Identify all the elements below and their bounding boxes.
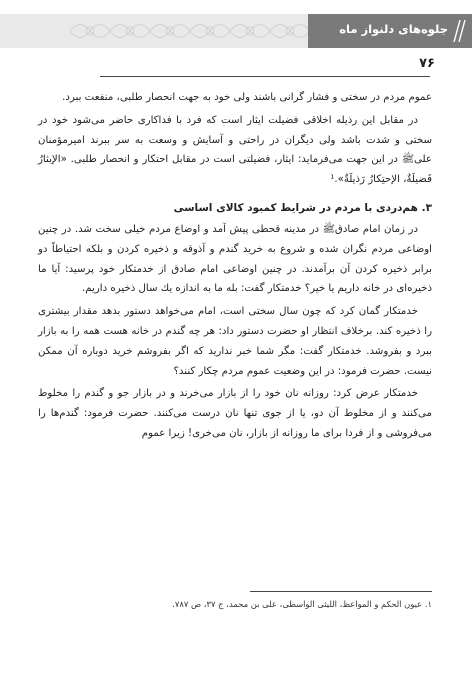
paragraph: خدمتکار عرض کرد: روزانه نان خود را از بازار می‌خرند و در بازار جو و گندم را مخلوط می‌کنند و از مخلوط آن دو، یا از جوی تنها نان درست می‌کنند. حضرت فرمود: گندم‌ها را می‌فروشی و از فردا برای ما روزانه از بازار، نان می‌خری! زیرا عموم	[38, 388, 432, 439]
header-stripes-icon	[452, 20, 466, 42]
book-title: جلوه‌های دلنواز ماه	[339, 22, 448, 36]
paragraph: عموم مردم در سختی و فشار گرانی باشند ولی خود به جهت انحصار طلبی، منفعت ببرد.	[62, 92, 432, 103]
page-number: ۷۶	[419, 56, 435, 71]
footnote-divider	[250, 591, 432, 592]
paragraph: خدمتکار گمان کرد که چون سال سختی است، امام می‌خواهد دستور بدهد مقدار بیشتری را ذخیره کند. برخلاف انتظار او حضرت دستور داد: هر چه گندم در خانه هست همه را به بازار ببرد و بفروشد. خدمتکار گفت: مگر شما خبر ندارید که اگر بفروشم خرید دوباره آن ممکن نیست. حضرت فرمود: در این وضعیت عموم مردم چکار کنند؟	[38, 306, 432, 377]
section-heading: ۳. هم‌دردی با مردم در شرایط کمبود کالای اساسی	[173, 201, 432, 214]
page-body	[38, 88, 432, 444]
footnote: ۱. عیون الحکم و المواعظ، اللیثی الواسطی، علی بن محمد، ج ۳۷، ص ۷۸۷.	[172, 599, 432, 609]
paragraph: در زمان امام صادق‌ﷺ در مدینه قحطی پیش آمد و اوضاع مردم خیلی سخت شد. در چنین اوضاعی مردم نگران شده و شروع به خرید گندم و آذوقه و ذخیره کردن و بلکه احتیاطاً دو برابر ذخیره کردن آن برآمدند. در چنین اوضاعی امام صادق از خدمتکار خود پرسید: آیا ما ذخیره‌ای در خانه داریم یا خیر؟ خدمتکار گفت: بله ما به اندازه یك سال ذخیره داریم.	[38, 223, 432, 295]
arabesque-ornament-icon	[70, 14, 330, 48]
paragraph: در مقابل این رذیله اخلاقی فضیلت ایثار است که فرد با فداکاری حاضر می‌شود خود در سختی و شدت باشد ولی دیگران در راحتی و آسایش و وسعت به سر ببرند امیرمؤمنان علی‌ﷺ در این جهت می‌فرماید: ایثار، فضیلتی است در مقابل احتکار و انحصار طلبی. «الإیثارُ فَضیلَةٌ، الإحتِکارُ رَذیلَةٌ».¹	[38, 114, 432, 186]
header-divider	[100, 76, 430, 77]
